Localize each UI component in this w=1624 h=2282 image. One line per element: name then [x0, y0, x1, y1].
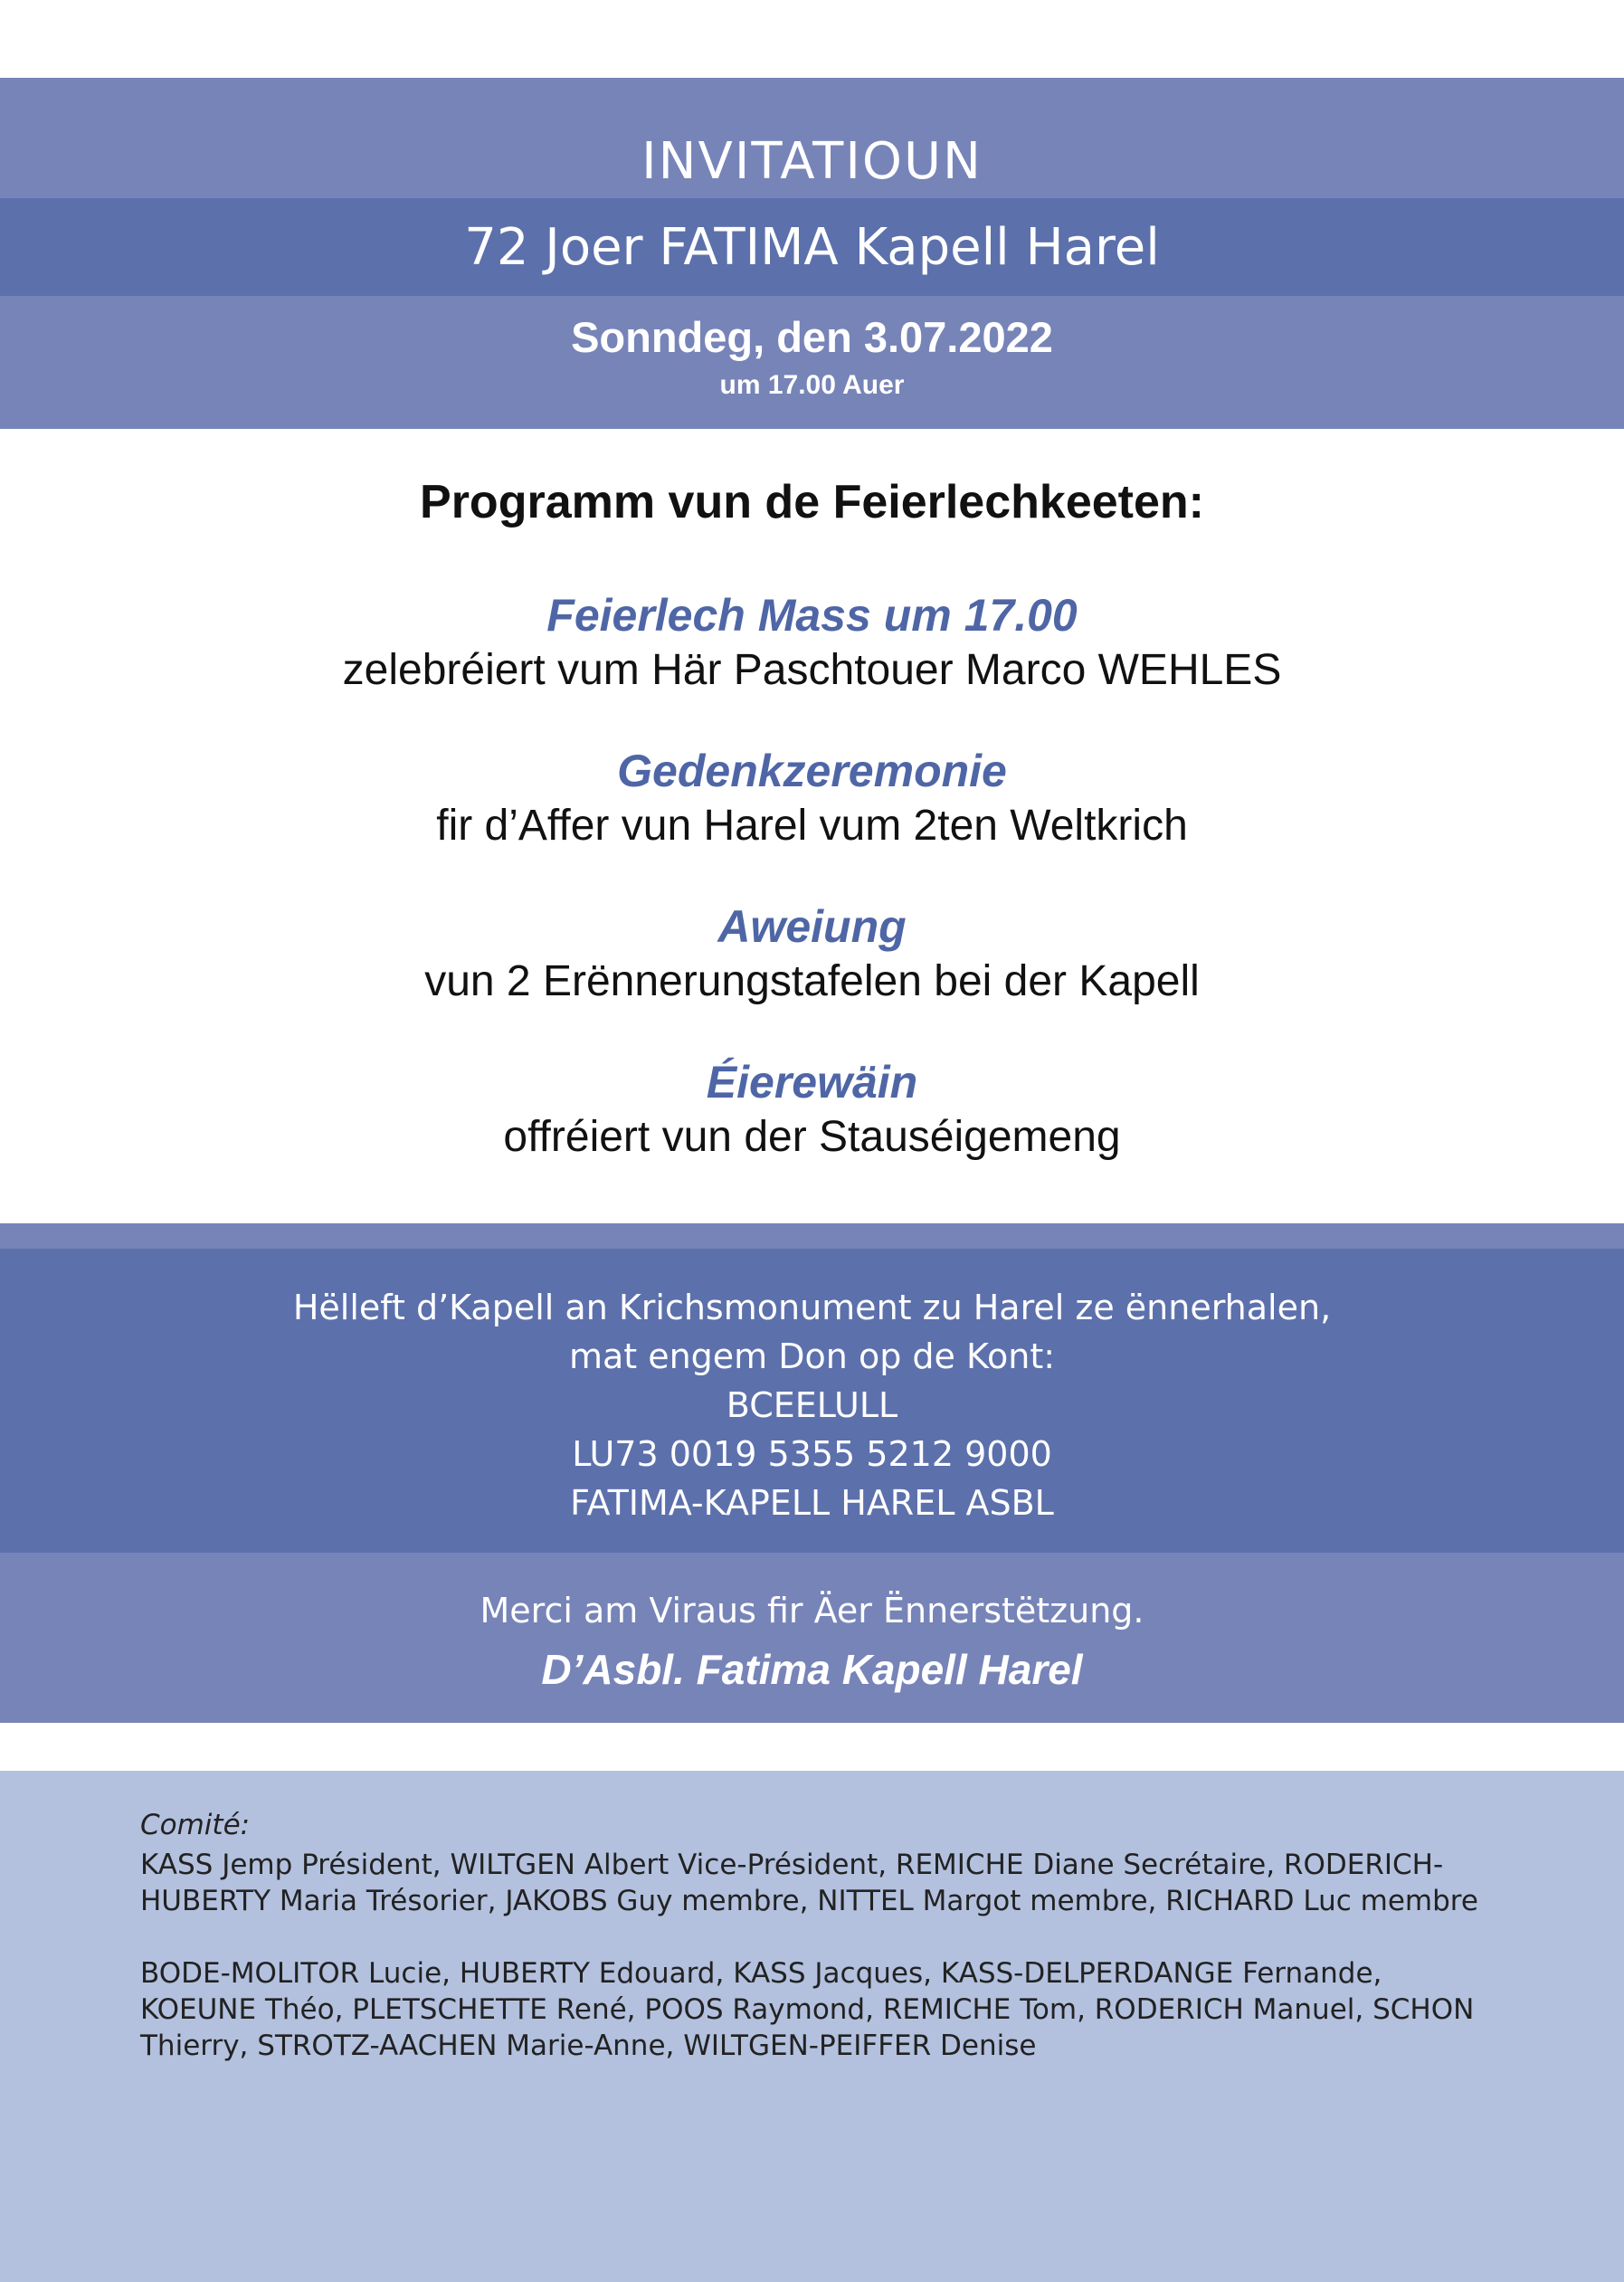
header-date-band	[0, 296, 1624, 429]
committee-members: BODE-MOLITOR Lucie, HUBERTY Edouard, KASS Jacques, KASS-DELPERDANGE Fernande, KOEUNE Théo, PLETSCHETTE René, POOS Raymond, REMICHE Tom, RODERICH Manuel, SCHON Thierry, STROTZ-AACHEN Marie-Anne, WILTGEN-PEIFFER Denise	[140, 1957, 1475, 2062]
program-item	[0, 588, 1624, 699]
donation-top-strip	[0, 1223, 1624, 1249]
program-item-description: fir d’Affer vun Harel vum 2ten Weltkrich	[436, 802, 1188, 850]
program-item	[0, 1055, 1624, 1165]
program-item-title: Éierewäin	[706, 1057, 918, 1108]
committee-board: KASS Jemp Président, WILTGEN Albert Vice-Président, REMICHE Diane Secrétaire, RODERICH-HUBERTY Maria Trésorier, JAKOBS Guy membre, NITTEL Margot membre, RICHARD Luc membre	[140, 1849, 1478, 1917]
event-time: um 17.00 Auer	[719, 370, 905, 400]
donation-band	[0, 1249, 1624, 1553]
bank-bic: BCEELULL	[726, 1385, 898, 1425]
thanks-band	[0, 1553, 1624, 1723]
header-subtitle-band	[0, 198, 1624, 296]
program-item-title: Gedenkzeremonie	[617, 746, 1007, 796]
program-item-description: vun 2 Erënnerungstafelen bei der Kapell	[424, 957, 1200, 1005]
donation-appeal-line: Hëlleft d’Kapell an Krichsmonument zu Harel ze ënnerhalen,	[292, 1288, 1332, 1327]
committee-label: Comité:	[140, 1809, 251, 1841]
organization-signature: D’Asbl. Fatima Kapell Harel	[541, 1646, 1083, 1693]
program-item-title: Feierlech Mass um 17.00	[546, 590, 1078, 641]
program-heading: Programm vun de Feierlechkeeten:	[420, 476, 1204, 528]
committee-band	[0, 1771, 1624, 2282]
thanks-text: Merci am Viraus fir Äer Ënnerstëtzung.	[480, 1591, 1144, 1631]
donation-text	[0, 1283, 1624, 1527]
donation-appeal-line: mat engem Don op de Kont:	[568, 1336, 1056, 1376]
event-subtitle: 72 Joer FATIMA Kapell Harel	[464, 218, 1160, 277]
invitation-title: INVITATIOUN	[641, 132, 983, 191]
program-item	[0, 899, 1624, 1010]
program-item-description: zelebréiert vum Här Paschtouer Marco WEHLES	[342, 646, 1282, 694]
account-holder: FATIMA-KAPELL HAREL ASBL	[570, 1483, 1054, 1523]
program-item-title: Aweiung	[717, 901, 907, 952]
bank-iban: LU73 0019 5355 5212 9000	[572, 1434, 1052, 1474]
program-item-description: offréiert vun der Stauséigemeng	[503, 1113, 1121, 1161]
committee-list	[140, 1807, 1497, 2100]
header-title-band	[0, 78, 1624, 198]
event-date: Sonndeg, den 3.07.2022	[571, 313, 1053, 361]
program-item	[0, 744, 1624, 854]
